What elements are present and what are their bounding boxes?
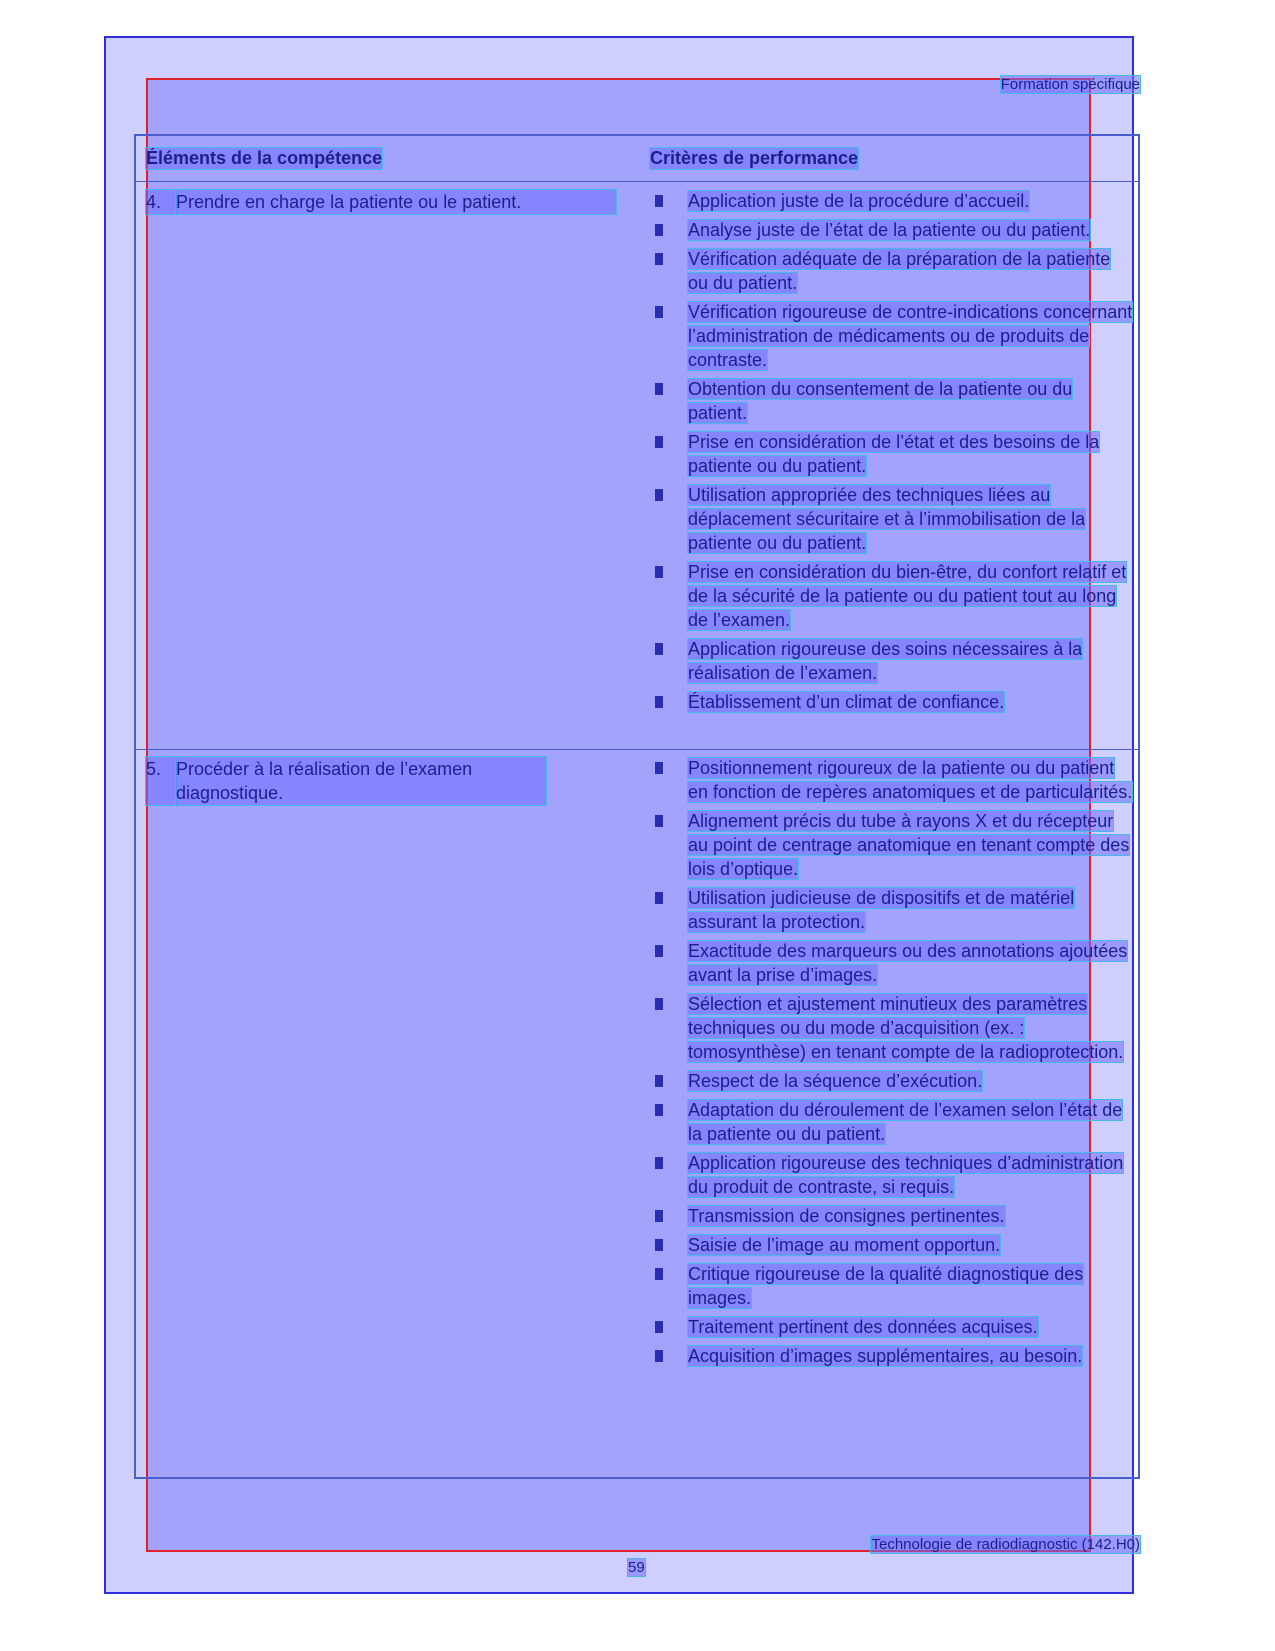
- list-item: Traitement pertinent des données acquises.: [650, 1315, 1135, 1339]
- bullet-icon: [655, 489, 663, 501]
- criteria-list-5: [650, 756, 1135, 1373]
- bullet-icon: [655, 1239, 663, 1251]
- row-divider: [136, 749, 1138, 750]
- element-text: Procéder à la réalisation de l’examen diagnostique.: [176, 757, 546, 805]
- bullet-icon: [655, 566, 663, 578]
- bullet-icon: [655, 1321, 663, 1333]
- running-header: Formation spécifique: [1000, 76, 1140, 93]
- bullet-icon: [655, 1075, 663, 1087]
- bullet-icon: [655, 195, 663, 207]
- list-item: Application juste de la procédure d’accueil.: [650, 189, 1135, 213]
- list-item: Respect de la séquence d’exécution.: [650, 1069, 1135, 1093]
- list-item: Prise en considération de l’état et des besoins de la patiente ou du patient.: [650, 430, 1135, 478]
- bullet-icon: [655, 696, 663, 708]
- list-item: Acquisition d’images supplémentaires, au besoin.: [650, 1344, 1135, 1368]
- running-footer: Technologie de radiodiagnostic (142.H0): [871, 1536, 1140, 1553]
- bullet-icon: [655, 945, 663, 957]
- list-item: Transmission de consignes pertinentes.: [650, 1204, 1135, 1228]
- list-item: Utilisation judicieuse de dispositifs et de matériel assurant la protection.: [650, 886, 1135, 934]
- list-item: Application rigoureuse des soins nécessaires à la réalisation de l’examen.: [650, 637, 1135, 685]
- criteria-list-4: [650, 189, 1135, 719]
- list-item: Sélection et ajustement minutieux des paramètres techniques ou du mode d’acquisition (ex. : tomosynthèse) en tenant compte de la radioprotection.: [650, 992, 1135, 1064]
- bullet-icon: [655, 892, 663, 904]
- list-item: Exactitude des marqueurs ou des annotations ajoutées avant la prise d’images.: [650, 939, 1135, 987]
- bullet-icon: [655, 306, 663, 318]
- bullet-icon: [655, 643, 663, 655]
- table-row-element-4: [146, 190, 616, 214]
- element-text: Prendre en charge la patiente ou le patient.: [176, 190, 616, 214]
- competence-table: [134, 134, 1140, 1479]
- list-item: Prise en considération du bien-être, du confort relatif et de la sécurité de la patiente ou du patient tout au long de l’examen.: [650, 560, 1135, 632]
- list-item: Positionnement rigoureux de la patiente ou du patient en fonction de repères anatomiques et de particularités.: [650, 756, 1135, 804]
- list-item: Utilisation appropriée des techniques liées au déplacement sécuritaire et à l’immobilisation de la patiente ou du patient.: [650, 483, 1135, 555]
- bullet-icon: [655, 762, 663, 774]
- page-number: 59: [628, 1559, 645, 1576]
- list-item: Application rigoureuse des techniques d’administration du produit de contraste, si requis.: [650, 1151, 1135, 1199]
- bullet-icon: [655, 1210, 663, 1222]
- list-item: Établissement d’un climat de confiance.: [650, 690, 1135, 714]
- list-item: Obtention du consentement de la patiente ou du patient.: [650, 377, 1135, 425]
- list-item: Alignement précis du tube à rayons X et du récepteur au point de centrage anatomique en tenant compte des lois d’optique.: [650, 809, 1135, 881]
- list-item: Adaptation du déroulement de l’examen selon l’état de la patiente ou du patient.: [650, 1098, 1135, 1146]
- bullet-icon: [655, 1104, 663, 1116]
- list-item: Vérification rigoureuse de contre-indications concernant l’administration de médicaments ou de produits de contraste.: [650, 300, 1135, 372]
- list-item: Analyse juste de l’état de la patiente ou du patient.: [650, 218, 1135, 242]
- list-item: Vérification adéquate de la préparation de la patiente ou du patient.: [650, 247, 1135, 295]
- column-header-elements: Éléments de la compétence: [146, 148, 383, 168]
- bullet-icon: [655, 253, 663, 265]
- element-number: 5.: [146, 757, 176, 805]
- bullet-icon: [655, 998, 663, 1010]
- bullet-icon: [655, 436, 663, 448]
- bullet-icon: [655, 383, 663, 395]
- bullet-icon: [655, 1350, 663, 1362]
- column-header-criteria: Critères de performance: [650, 148, 859, 168]
- element-number: 4.: [146, 190, 176, 214]
- bullet-icon: [655, 1268, 663, 1280]
- list-item: Critique rigoureuse de la qualité diagnostique des images.: [650, 1262, 1135, 1310]
- bullet-icon: [655, 224, 663, 236]
- table-header: [136, 136, 1138, 182]
- bullet-icon: [655, 1157, 663, 1169]
- list-item: Saisie de l’image au moment opportun.: [650, 1233, 1135, 1257]
- bullet-icon: [655, 815, 663, 827]
- table-row-element-5: [146, 757, 546, 805]
